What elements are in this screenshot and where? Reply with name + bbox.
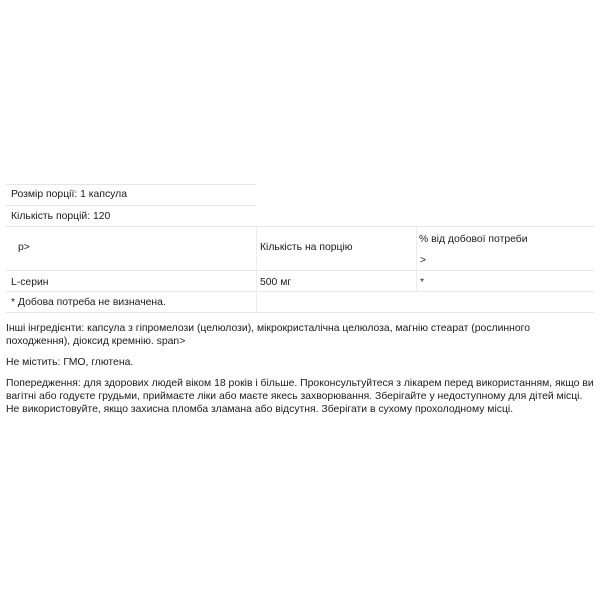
servings-per-container: Кількість порцій: 120 (11, 211, 111, 222)
table-header-amount: Кількість на порцію (260, 242, 353, 253)
other-ingredients: Інші інгредієнти: капсула з гіпромелози (целюлози), мікрокристалічна целюлоза, магнію стеарат (рослинного походження), діоксид кремнію. span> (6, 323, 530, 347)
free-of-statement: Не містить: ГМО, глютена. (6, 357, 134, 368)
table-border-top (6, 226, 594, 227)
serving-size: Розмір порції: 1 капсула (11, 189, 127, 200)
table-header-daily-value-extra: > (420, 255, 427, 266)
column-divider (416, 226, 417, 291)
divider (6, 184, 256, 185)
ingredient-amount: 500 мг (260, 277, 292, 288)
table-row-divider (6, 270, 594, 271)
warning-text: Попередження: для здорових людей віком 18 років і більше. Проконсультуйтеся з лікарем перед використанням, якщо ви вагітні або годуєте грудьми, приймаєте ліки або маєте якесь захворювання. Зберігайте у недоступному для дітей місці. Не використовуйте, якщо захисна пломба зламана або відсутня. Зберігати в сухому прохолодному місці. (6, 378, 594, 415)
table-header-col1: p> (18, 242, 30, 253)
ingredient-name: L-серин (11, 277, 49, 288)
divider (6, 205, 256, 206)
table-footnote: * Добова потреба не визначена. (11, 297, 166, 308)
ingredient-daily-value: * (420, 277, 425, 288)
table-border-bottom (6, 312, 594, 313)
column-divider (256, 226, 257, 312)
table-row-divider (6, 291, 594, 292)
table-header-daily-value: % від добової потреби (419, 234, 528, 245)
